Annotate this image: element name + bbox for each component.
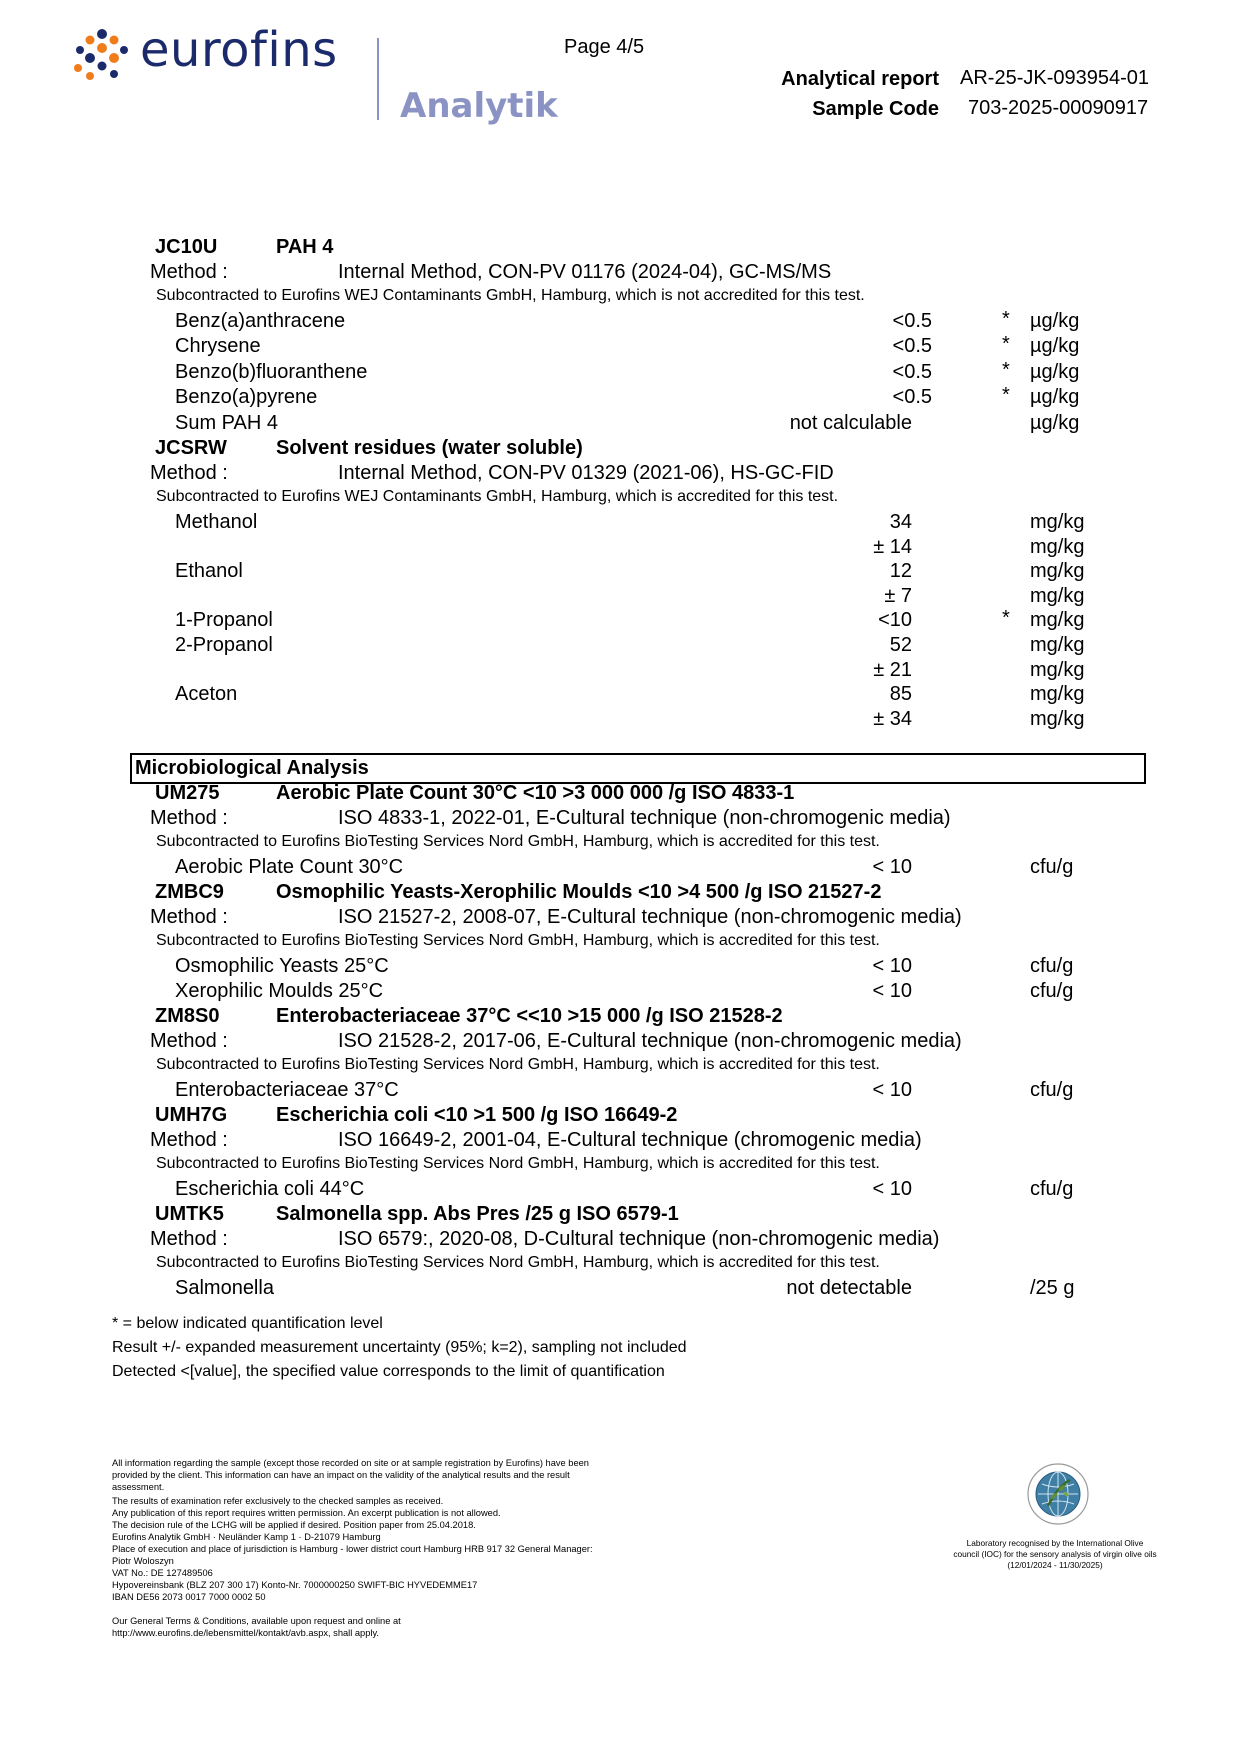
- unit: mg/kg: [1030, 536, 1085, 558]
- method-text: ISO 6579:, 2020-08, D-Cultural technique (non-chromogenic media): [338, 1228, 940, 1250]
- method-text: ISO 21528-2, 2017-06, E-Cultural technique (non-chromogenic media): [338, 1030, 962, 1052]
- report-number: AR-25-JK-093954-01: [960, 67, 1149, 89]
- method-text: ISO 16649-2, 2001-04, E-Cultural technique (chromogenic media): [338, 1129, 922, 1151]
- section-title: Microbiological Analysis: [135, 757, 369, 779]
- param-name: Salmonella: [175, 1277, 274, 1299]
- result-value: <0.5: [892, 335, 932, 357]
- unit: mg/kg: [1030, 585, 1085, 607]
- result-value: 52: [889, 634, 912, 656]
- note-line: Detected <[value], the specified value corresponds to the limit of quantification: [112, 1363, 665, 1380]
- test-code: UMTK5: [155, 1203, 224, 1225]
- footer-line: provided by the client. This information can have an impact on the validity of the analytical results and the result: [112, 1470, 570, 1480]
- result-value: < 10: [872, 980, 912, 1002]
- footer-line: VAT No.: DE 127489506: [112, 1568, 213, 1578]
- method-label: Method :: [150, 462, 228, 484]
- unit: µg/kg: [1030, 361, 1080, 383]
- result-value: 12: [889, 560, 912, 582]
- subcontract-note: Subcontracted to Eurofins BioTesting Services Nord GmbH, Hamburg, which is accredited for this test.: [156, 1155, 880, 1172]
- unit: cfu/g: [1030, 1178, 1074, 1200]
- param-name: Enterobacteriaceae 37°C: [175, 1079, 399, 1101]
- result-value: <10: [878, 609, 912, 631]
- footer-line: Place of execution and place of jurisdiction is Hamburg - lower district court Hamburg HRB 917 32 General Manager:: [112, 1544, 593, 1554]
- certificate-line: council (IOC) for the sensory analysis of virgin olive oils: [953, 1549, 1157, 1559]
- footer-line: IBAN DE56 2073 0017 7000 0002 50: [112, 1592, 266, 1602]
- test-title: Escherichia coli <10 >1 500 /g ISO 16649-2: [276, 1104, 678, 1126]
- param-name: Sum PAH 4: [175, 412, 278, 434]
- param-name: Chrysene: [175, 335, 261, 357]
- param-name: Aerobic Plate Count 30°C: [175, 856, 404, 878]
- param-name: Xerophilic Moulds 25°C: [175, 980, 384, 1002]
- unit: cfu/g: [1030, 856, 1074, 878]
- unit: mg/kg: [1030, 560, 1085, 582]
- logo-subtitle: Analytik: [400, 86, 558, 126]
- unit: mg/kg: [1030, 708, 1085, 730]
- result-value: 34: [889, 511, 912, 533]
- param-name: 1-Propanol: [175, 609, 273, 631]
- footer-line: Any publication of this report requires written permission. An excerpt publication is not allowed.: [112, 1508, 501, 1518]
- report-label: Analytical report: [781, 68, 939, 90]
- method-text: ISO 21527-2, 2008-07, E-Cultural technique (non-chromogenic media): [338, 906, 962, 928]
- unit: mg/kg: [1030, 609, 1085, 631]
- method-label: Method :: [150, 906, 228, 928]
- note-line: * = below indicated quantification level: [112, 1315, 383, 1332]
- method-text: Internal Method, CON-PV 01329 (2021-06), HS-GC-FID: [338, 462, 834, 484]
- param-name: Aceton: [175, 683, 238, 705]
- footer-line: http://www.eurofins.de/lebensmittel/kontakt/avb.aspx, shall apply.: [112, 1628, 379, 1638]
- result-value: <0.5: [892, 361, 932, 383]
- sample-code-label: Sample Code: [812, 98, 939, 120]
- unit: mg/kg: [1030, 634, 1085, 656]
- result-value: < 10: [872, 955, 912, 977]
- unit: cfu/g: [1030, 955, 1074, 977]
- result-value: < 10: [872, 1178, 912, 1200]
- result-value: <0.5: [892, 386, 932, 408]
- footer-line: Our General Terms & Conditions, available upon request and online at: [112, 1616, 401, 1626]
- subcontract-note: Subcontracted to Eurofins BioTesting Services Nord GmbH, Hamburg, which is accredited for this test.: [156, 833, 880, 850]
- uncertainty-value: ± 21: [873, 659, 912, 681]
- subcontract-note: Subcontracted to Eurofins WEJ Contaminants GmbH, Hamburg, which is accredited for this test.: [156, 488, 839, 505]
- unit: cfu/g: [1030, 1079, 1074, 1101]
- footer-line: All information regarding the sample (except those recorded on site or at sample registration by Eurofins) have been: [112, 1458, 589, 1468]
- test-code: ZMBC9: [155, 881, 224, 903]
- test-code: UM275: [155, 782, 220, 804]
- result-value: < 10: [872, 1079, 912, 1101]
- subcontract-note: Subcontracted to Eurofins BioTesting Services Nord GmbH, Hamburg, which is accredited for this test.: [156, 1254, 880, 1271]
- subcontract-note: Subcontracted to Eurofins BioTesting Services Nord GmbH, Hamburg, which is accredited for this test.: [156, 932, 880, 949]
- footer-line: assessment.: [112, 1482, 165, 1492]
- param-name: Ethanol: [175, 560, 243, 582]
- footer-line: Eurofins Analytik GmbH · Neuländer Kamp 1 · D-21079 Hamburg: [112, 1532, 381, 1542]
- test-title: Solvent residues (water soluble): [276, 437, 583, 459]
- param-name: 2-Propanol: [175, 634, 273, 656]
- param-name: Benzo(b)fluoranthene: [175, 361, 368, 383]
- logo-divider: [377, 38, 379, 120]
- result-value: not calculable: [789, 412, 912, 434]
- method-text: Internal Method, CON-PV 01176 (2024-04), GC-MS/MS: [338, 261, 832, 283]
- param-name: Escherichia coli 44°C: [175, 1178, 365, 1200]
- unit: mg/kg: [1030, 659, 1085, 681]
- uncertainty-value: ± 7: [884, 585, 912, 607]
- subcontract-note: Subcontracted to Eurofins BioTesting Services Nord GmbH, Hamburg, which is accredited for this test.: [156, 1056, 880, 1073]
- test-title: PAH 4: [276, 236, 334, 258]
- method-label: Method :: [150, 807, 228, 829]
- test-title: Osmophilic Yeasts-Xerophilic Moulds <10 >4 500 /g ISO 21527-2: [276, 881, 882, 903]
- subcontract-note: Subcontracted to Eurofins WEJ Contaminants GmbH, Hamburg, which is not accredited for this test.: [156, 287, 865, 304]
- unit: /25 g: [1030, 1277, 1075, 1299]
- param-name: Methanol: [175, 511, 258, 533]
- param-name: Osmophilic Yeasts 25°C: [175, 955, 389, 977]
- result-value: < 10: [872, 856, 912, 878]
- logo-wordmark: eurofins: [140, 22, 338, 78]
- footer-line: Piotr Woloszyn: [112, 1556, 174, 1566]
- test-code: UMH7G: [155, 1104, 228, 1126]
- ioc-seal-icon: [1026, 1462, 1090, 1526]
- footer-line: The results of examination refer exclusively to the checked samples as received.: [112, 1496, 444, 1506]
- test-title: Aerobic Plate Count 30°C <10 >3 000 000 /g ISO 4833-1: [276, 782, 795, 804]
- note-line: Result +/- expanded measurement uncertainty (95%; k=2), sampling not included: [112, 1339, 687, 1356]
- unit: cfu/g: [1030, 980, 1074, 1002]
- result-value: <0.5: [892, 310, 932, 332]
- test-code: JCSRW: [155, 437, 227, 459]
- eurofins-logo-icon: [72, 28, 132, 84]
- method-label: Method :: [150, 1030, 228, 1052]
- unit: µg/kg: [1030, 386, 1080, 408]
- test-code: ZM8S0: [155, 1005, 220, 1027]
- test-title: Enterobacteriaceae 37°C <<10 >15 000 /g ISO 21528-2: [276, 1005, 783, 1027]
- page-number: Page 4/5: [564, 36, 645, 58]
- unit: µg/kg: [1030, 310, 1080, 332]
- loq-flag: *: [1002, 333, 1010, 355]
- uncertainty-value: ± 14: [873, 536, 912, 558]
- uncertainty-value: ± 34: [873, 708, 912, 730]
- unit: µg/kg: [1030, 412, 1080, 434]
- footer-line: The decision rule of the LCHG will be applied if desired. Position paper from 25.04.2018.: [112, 1520, 476, 1530]
- certificate-line: (12/01/2024 - 11/30/2025): [1007, 1560, 1103, 1570]
- test-title: Salmonella spp. Abs Pres /25 g ISO 6579-1: [276, 1203, 679, 1225]
- sample-code-value: 703-2025-00090917: [968, 97, 1149, 119]
- loq-flag: *: [1002, 607, 1010, 629]
- section-header-box: [130, 753, 1146, 784]
- unit: mg/kg: [1030, 511, 1085, 533]
- test-code: JC10U: [155, 236, 218, 258]
- certificate-line: Laboratory recognised by the International Olive: [966, 1538, 1144, 1548]
- loq-flag: *: [1002, 359, 1010, 381]
- method-label: Method :: [150, 1228, 228, 1250]
- footer-line: Hypovereinsbank (BLZ 207 300 17) Konto-Nr. 7000000250 SWIFT-BIC HYVEDEMME17: [112, 1580, 478, 1590]
- result-value: 85: [889, 683, 912, 705]
- loq-flag: *: [1002, 384, 1010, 406]
- param-name: Benzo(a)pyrene: [175, 386, 318, 408]
- unit: µg/kg: [1030, 335, 1080, 357]
- param-name: Benz(a)anthracene: [175, 310, 346, 332]
- method-text: ISO 4833-1, 2022-01, E-Cultural technique (non-chromogenic media): [338, 807, 951, 829]
- unit: mg/kg: [1030, 683, 1085, 705]
- method-label: Method :: [150, 1129, 228, 1151]
- loq-flag: *: [1002, 308, 1010, 330]
- method-label: Method :: [150, 261, 228, 283]
- result-value: not detectable: [786, 1277, 912, 1299]
